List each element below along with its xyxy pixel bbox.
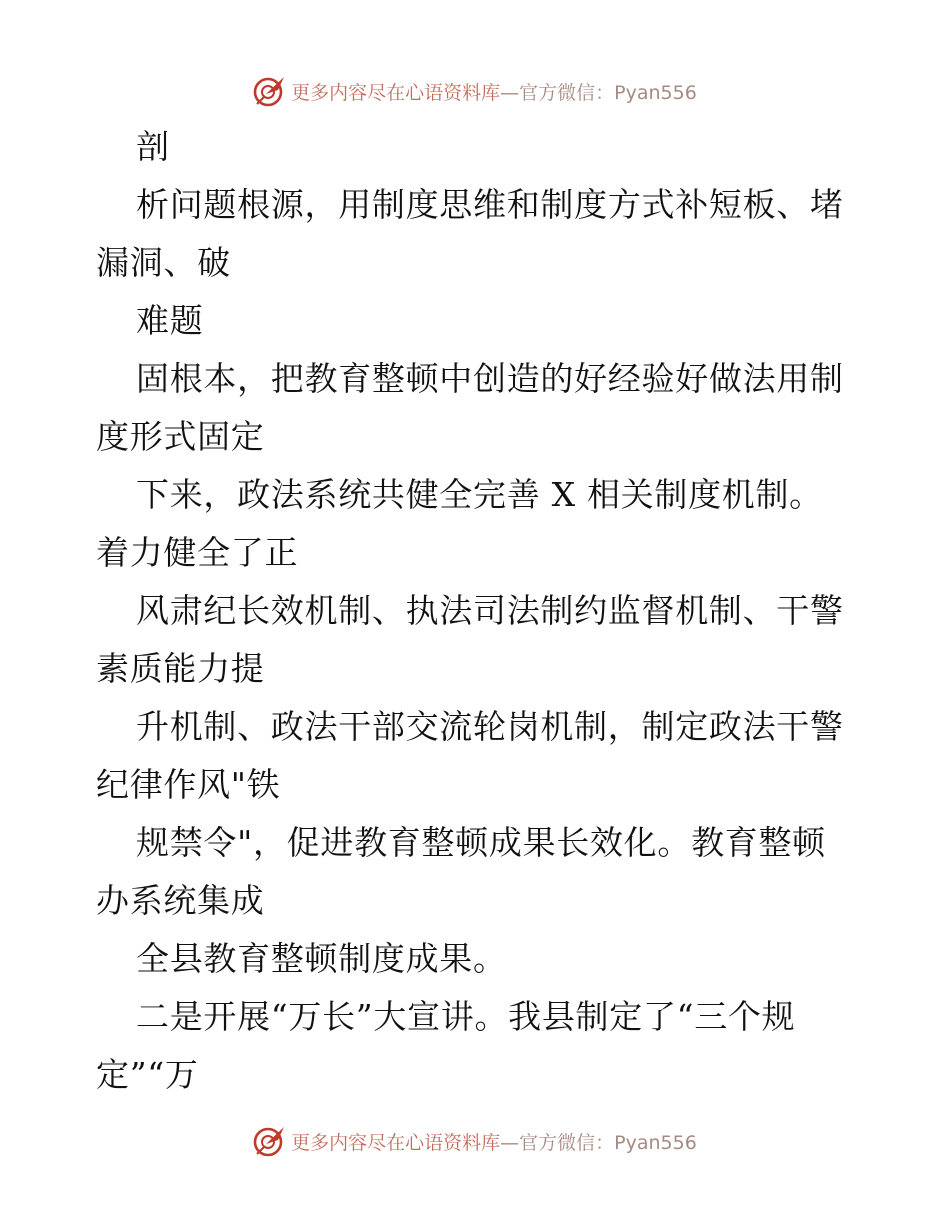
footer-sub-text: —官方微信：Pyan556 xyxy=(500,1131,697,1154)
header-watermark xyxy=(0,71,950,111)
document-body xyxy=(96,118,856,1104)
paragraph-4: 固根本，把教育整顿中创造的好经验好做法用制度形式固定 xyxy=(96,359,844,456)
paragraph-5: 下来，政法系统共健全完善 X 相关制度机制。着力健全了正 xyxy=(96,475,823,572)
paragraph-2: 析问题根源，用制度思维和制度方式补短板、堵漏洞、破 xyxy=(96,185,844,282)
footer-watermark xyxy=(0,1121,950,1161)
header-text xyxy=(291,78,697,105)
quill-logo-icon xyxy=(253,1124,287,1158)
paragraph-1: 剖 xyxy=(136,127,170,166)
paragraph-3: 难题 xyxy=(136,301,204,340)
paragraph-9: 全县教育整顿制度成果。 xyxy=(136,939,507,978)
header-sub-text: —官方微信：Pyan556 xyxy=(500,81,697,104)
header-main-text: 更多内容尽在心语资料库 xyxy=(291,81,501,104)
paragraph-10: 二是开展“万长”大宣讲。我县制定了“三个规定”“万 xyxy=(96,997,796,1094)
footer-main-text: 更多内容尽在心语资料库 xyxy=(291,1131,501,1154)
footer-text xyxy=(291,1128,697,1155)
paragraph-6: 风肃纪长效机制、执法司法制约监督机制、干警素质能力提 xyxy=(96,591,844,688)
paragraph-8: 规禁令"，促进教育整顿成果长效化。教育整顿办系统集成 xyxy=(96,823,826,920)
quill-logo-icon xyxy=(253,74,287,108)
paragraph-7: 升机制、政法干部交流轮岗机制，制定政法干警纪律作风"铁 xyxy=(96,707,844,804)
